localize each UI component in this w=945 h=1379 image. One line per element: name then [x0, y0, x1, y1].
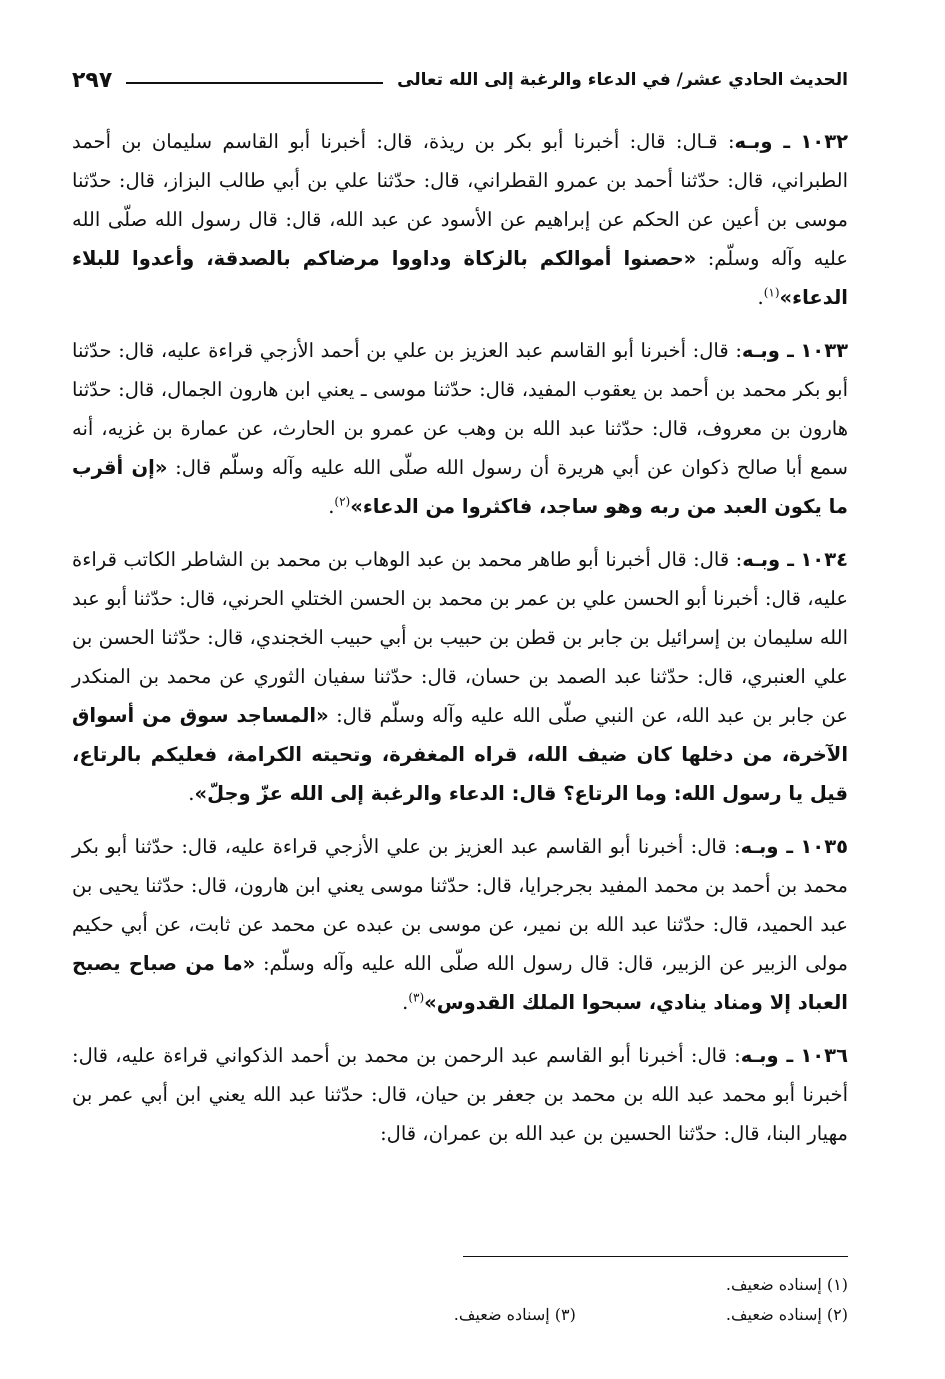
terminal-punctuation: . — [328, 495, 335, 518]
isnad-chain: : قـال: قال: أخبرنا أبو بكر بن ريذة، قال: أخبرنا أبو القاسم سليمان بن أحمد الطبراني، قال: حدّثنا أحمد بن عمرو القطراني، قال: حدّثنا علي بن أبي طالب البزاز، قال: حدّثنا موسى بن أعين عن الحكم عن إبراهيم عن الأسود عن عبد الله، قال: قال رسول الله صلّى الله عليه وآله وسلّم: — [72, 130, 848, 270]
isnad-chain: : قال: قال أخبرنا أبو طاهر محمد بن عبد الوهاب بن محمد بن الشاطر الكاتب قراءة عليه، قال: أخبرنا أبو الحسن علي بن عمر بن محمد بن الحسن الختلي الحرني، قال: حدّثنا أبو عبد الله سليمان بن إسرائيل بن جابر بن قطن بن حبيب بن أبي حبيب الخجندي، قال: حدّثنا الحسن بن علي العنبري، قال: حدّثنا عبد الصمد بن حسان، قال: حدّثنا سفيان الثوري عن محمد بن المنكدر عن جابر بن عبد الله، عن النبي صلّى الله عليه وآله وسلّم قال: — [72, 548, 849, 727]
hadith-number: ١٠٣٤ — [800, 548, 848, 571]
chain-marker: ـ وبـه — [741, 339, 794, 362]
isnad-chain: : قال: أخبرنا أبو القاسم عبد الرحمن بن محمد بن أحمد الذكواني قراءة عليه، قال: أخبرنا أبو محمد عبد الله بن محمد بن جعفر بن حيان، قال: حدّثنا عبد الله يعني ابن أبي عمر بن مهيار البنا، قال: حدّثنا الحسين بن عبد الله بن عمران، قال: — [72, 1044, 848, 1145]
book-page — [72, 60, 848, 1340]
footnote-item: (٣) إسناده ضعيف. — [453, 1305, 576, 1324]
chain-marker: ـ وبـه — [734, 130, 791, 153]
hadith-matn: «حصنوا أموالكم بالزكاة وداووا مرضاكم بالصدقة، وأعدوا للبلاء الدعاء» — [72, 247, 848, 309]
chain-marker: ـ وبـه — [740, 1044, 794, 1067]
hadith-paragraph — [72, 540, 848, 813]
hadith-number: ١٠٣٢ — [800, 130, 849, 153]
hadith-number: ١٠٣٦ — [800, 1044, 848, 1067]
footnote-reference: (٢) — [334, 494, 351, 509]
terminal-punctuation: . — [188, 782, 195, 805]
chain-marker: ـ وبـه — [742, 548, 794, 571]
hadith-number: ١٠٣٥ — [800, 835, 849, 858]
footnotes — [72, 1270, 848, 1330]
hadith-paragraph — [72, 827, 848, 1022]
running-header — [72, 60, 848, 100]
footnote-reference: (٣) — [408, 990, 425, 1005]
hadith-matn: «ما من صباح يصبح العباد إلا ومناد ينادي، سبحوا الملك القدوس» — [72, 952, 848, 1014]
chapter-title: الحديث الحادي عشر/ في الدعاء والرغبة إلى الله تعالى — [397, 70, 848, 90]
footnote-item: (٢) إسناده ضعيف. — [725, 1305, 848, 1324]
hadith-paragraph — [72, 122, 848, 317]
footnote-reference: (١) — [763, 285, 780, 300]
hadith-paragraph — [72, 331, 848, 526]
footnote-separator — [463, 1256, 848, 1257]
terminal-punctuation: . — [757, 286, 764, 309]
chain-marker: ـ وبـه — [740, 835, 794, 858]
hadith-matn: «المساجد سوق من أسواق الآخرة، من دخلها كان ضيف الله، قراه المغفرة، وتحيته الكرامة، فعليكم بالرتاع، قيل يا رسول الله: وما الرتاع؟ قال: الدعاء والرغبة إلى الله عزّ وجلّ» — [72, 704, 848, 805]
hadith-number: ١٠٣٣ — [800, 339, 849, 362]
hadith-paragraph — [72, 1036, 848, 1153]
header-rule — [126, 82, 383, 84]
footnote-row — [72, 1300, 848, 1330]
body-text — [72, 122, 848, 1153]
isnad-chain: : قال: أخبرنا أبو القاسم عبد العزيز بن علي الأزجي قراءة عليه، قال: حدّثنا أبو بكر محمد بن أحمد بن محمد المفيد بجرجرايا، قال: حدّثنا موسى يعني ابن هارون، قال: حدّثنا يحيى بن عبد الحميد، قال: حدّثنا عبد الله بن نمير، عن موسى بن عبده عن محمد عن ثابت، عن أبي حكيم مولى الزبير عن الزبير، قال: قال رسول الله صلّى الله عليه وآله وسلّم: — [72, 835, 848, 975]
hadith-matn: «إن أقرب ما يكون العبد من ربه وهو ساجد، فاكثروا من الدعاء» — [72, 456, 848, 518]
isnad-chain: : قال: أخبرنا أبو القاسم عبد العزيز بن علي بن أحمد الأزجي قراءة عليه، قال: حدّثنا أبو بكر محمد بن أحمد بن يعقوب المفيد، قال: حدّثنا موسى ـ يعني ابن هارون الجمال، قال: حدّثنا هارون بن معروف، قال: حدّثنا عبد الله بن وهب عن عمرو بن الحارث، عن عمارة بن غزيه، أنه سمع أبا صالح ذكوان عن أبي هريرة أن رسول الله صلّى الله عليه وآله وسلّم قال: — [72, 339, 848, 479]
footnote-item: (١) إسناده ضعيف. — [725, 1275, 848, 1294]
footnote-row — [72, 1270, 848, 1300]
terminal-punctuation: . — [402, 991, 409, 1014]
page-number: ٢٩٧ — [72, 67, 113, 93]
